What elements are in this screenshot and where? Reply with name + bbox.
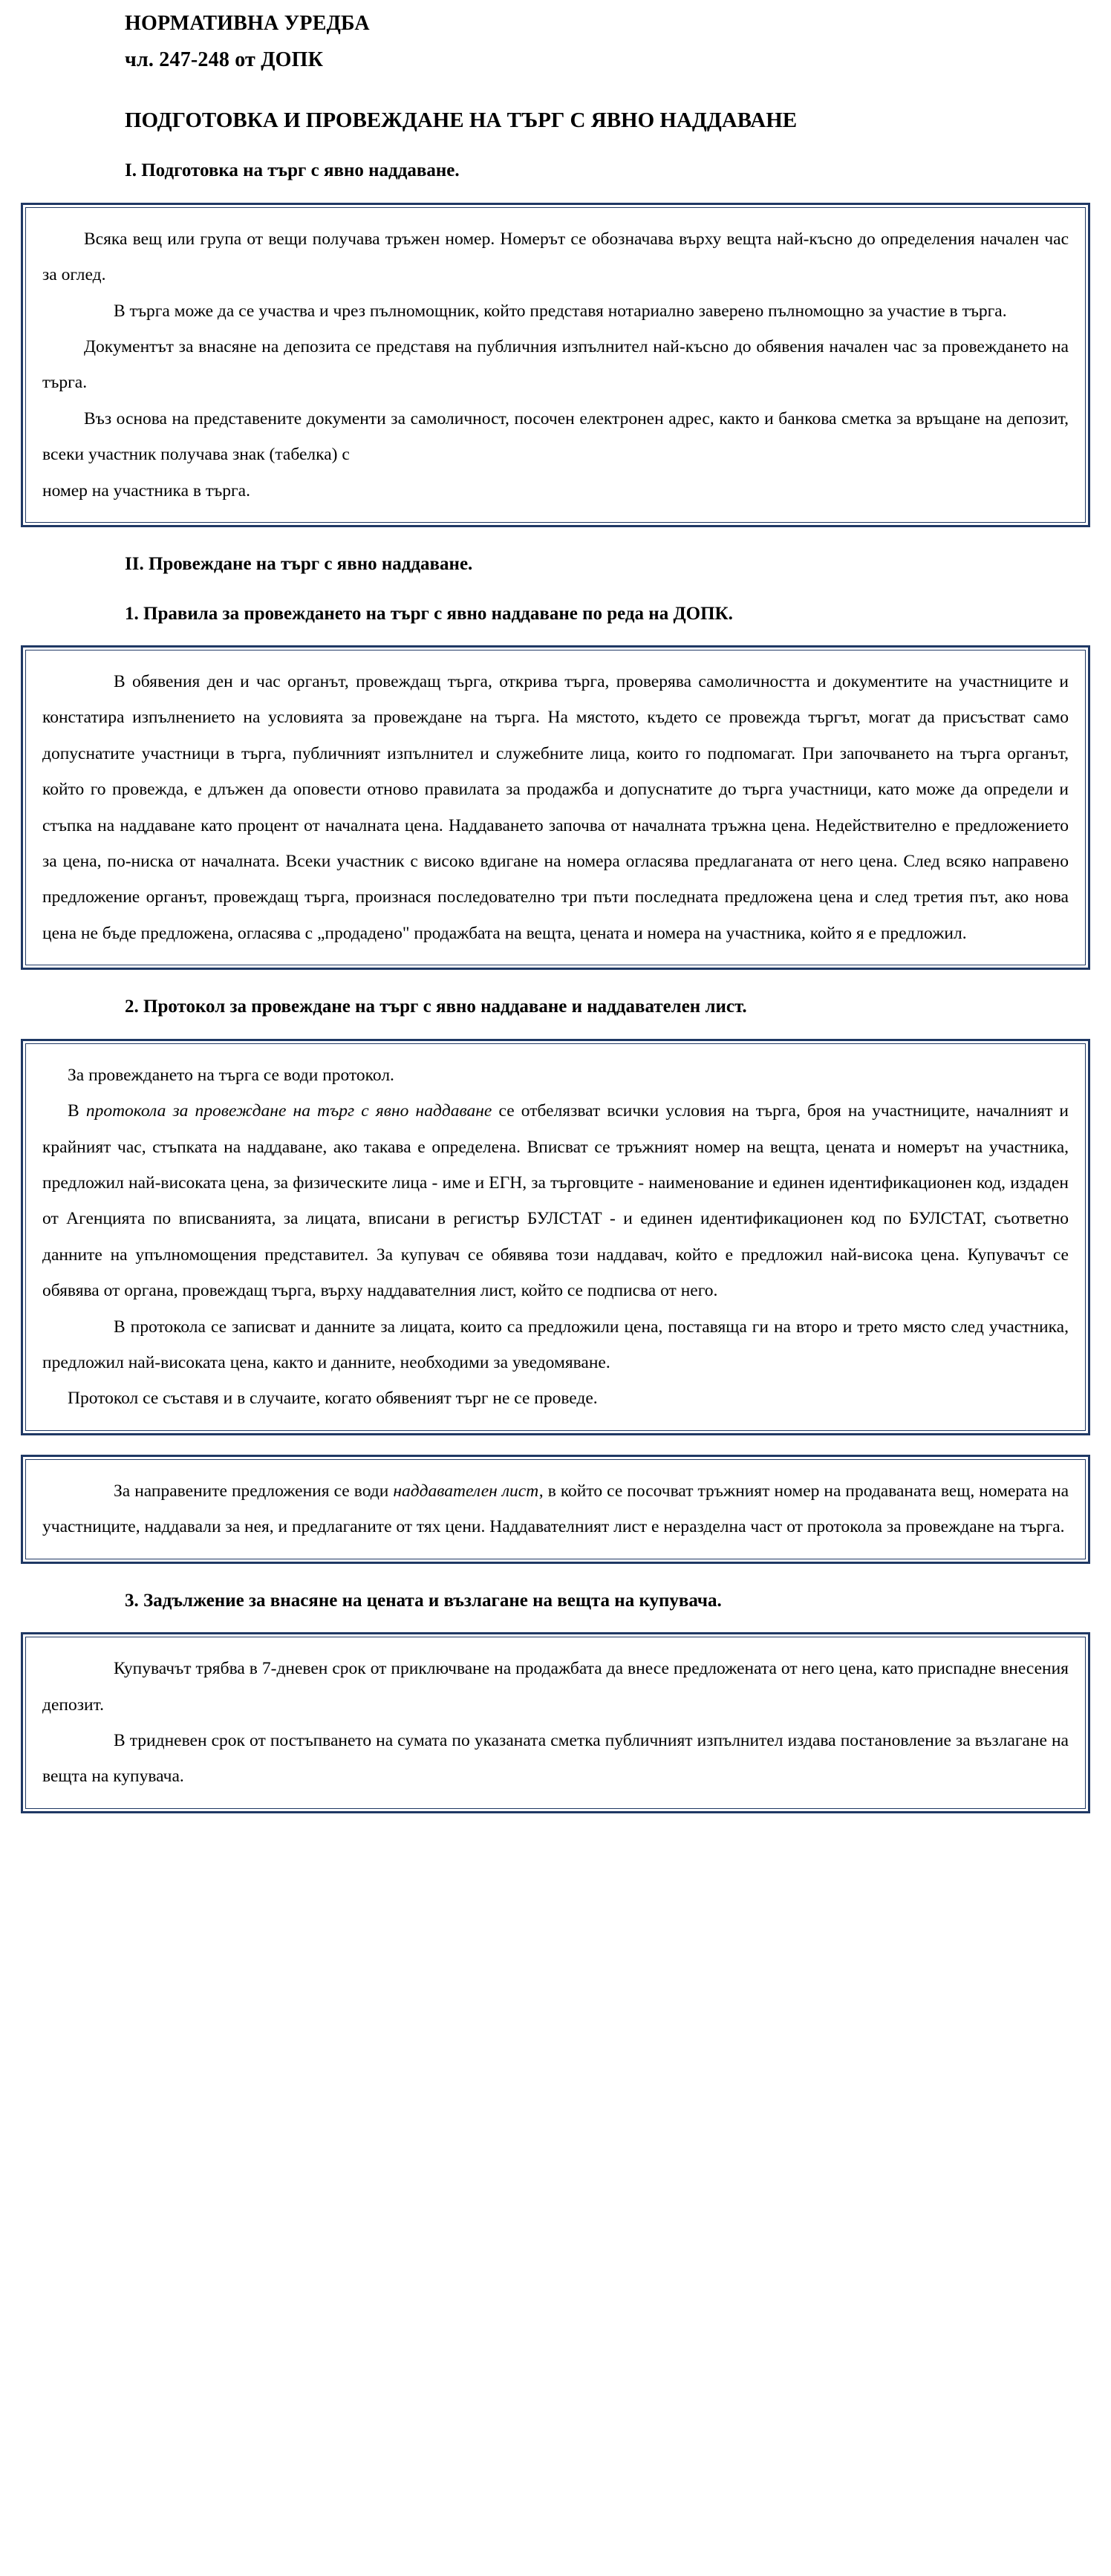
section-heading-2-sub-3: 3. Задължение за внасяне на цената и възлагане на вещта на купувача. — [125, 1590, 722, 1611]
document-header-normative-act: НОРМАТИВНА УРЕДБА — [125, 12, 370, 35]
content-box-3 — [21, 1039, 1090, 1435]
box-5-paragraph-1: Купувачът трябва в 7-дневен срок от приключване на продажбата да внесе предложената от него цена, като приспадне внесения депозит. — [42, 1659, 1069, 1715]
box-3-paragraph-4: Протокол се съставя и в случаите, когато обявеният търг не се проведе. — [68, 1389, 598, 1409]
section-heading-2: II. Провеждане на търг с явно наддаване. — [125, 554, 473, 574]
box-4-paragraph-1 — [42, 1473, 1069, 1545]
box-1-paragraph-5: номер на участника в търга. — [42, 480, 250, 500]
box-4-p1-rest: в който се посочват тръжният номер на продаваната вещ, номерата на участниците, наддавали за нея, и предлаганите от тях цени. Наддавателният лист е неразделна част от протокола за провеждане на търга. — [42, 1481, 1069, 1537]
box-3-paragraph-1: За провеждането на търга се води протокол. — [68, 1065, 394, 1085]
section-heading-1: I. Подготовка на търг с явно наддаване. — [125, 160, 460, 181]
content-box-2 — [21, 645, 1090, 970]
box-4-p1-lead: За направените предложения се води — [114, 1481, 394, 1501]
box-4-p1-emphasis: наддавателен лист, — [393, 1481, 544, 1501]
box-1-paragraph-4: Въз основа на представените документи за самоличност, посочен електронен адрес, както и банкова сметка за връщане на депозит, всеки участник получава знак (табелка) с — [42, 408, 1069, 465]
box-5-paragraph-2: В тридневен срок от постъпването на сумата по указаната сметка публичният изпълнител издава постановление за възлагане на вещта на купувача. — [42, 1730, 1069, 1787]
box-1-paragraph-1: Всяка вещ или група от вещи получава тръжен номер. Номерът се обозначава върху вещта най-късно до определения начален час за оглед. — [42, 229, 1069, 285]
content-box-1 — [21, 203, 1090, 527]
box-2-paragraph-1: В обявения ден и час органът, провеждащ търга, открива търга, проверява самоличността и документите на участниците и констатира изпълнението на условията за провеждане на търга. На мястото, където се провежда търгът, могат да присъстват само допуснатите участници в търга, публичният изпълнител и служебните лица, които го подпомагат. При започването на търга органът, който го провежда, е длъжен да оповести отново правилата за продажба и допуснатите до търга участници, като може да определи и стъпка на наддаване като процент от началната цена. Наддаването започва от началната тръжна цена. Недействително е предложението за цена, по-ниска от началната. Всеки участник с високо вдигане на номера огласява предлаганата от него цена. След всяко направено предложение органът, провеждащ търга, произнася последователно три пъти последната предложена цена и след третия път, ако нова цена не бъде предложена, огласява с „продадено" продажбата на вещта, цената и номера на участника, който я е предложил. — [42, 672, 1069, 943]
box-3-p2-emphasis: протокола за провеждане на търг с явно наддаване — [85, 1101, 492, 1121]
content-box-4 — [21, 1455, 1090, 1564]
box-3-p2-lead: В — [68, 1101, 86, 1121]
document-header-article-reference: чл. 247-248 от ДОПК — [125, 48, 324, 71]
box-3-paragraph-2 — [42, 1093, 1069, 1308]
box-3-p2-rest: се отбелязват всички условия на търга, броя на участниците, началният и крайният час, стъпката на наддаване, ако такава е определена. Вписват се тръжният номер на вещта, цената и номерът на участника, предложил най-високата цена, за физическите лица - име и ЕГН, за търговците - наименование и единен идентификационен код, издаден от Агенцията по вписванията, за лицата, вписани в регистър БУЛСТАТ - и единен идентификационен код по БУЛСТАТ, съответно данните на упълномощения представител. За купувач се обявява този наддавач, който е предложил най-висока цена. Купувачът се обявява от органа, провеждащ търга, върху наддавателния лист, който се подписва от него. — [42, 1101, 1069, 1301]
section-heading-2-sub-2: 2. Протокол за провеждане на търг с явно наддаване и наддавателен лист. — [125, 997, 747, 1017]
box-1-paragraph-3: Документът за внасяне на депозита се представя на публичния изпълнител най-късно до обявения начален час за провеждането на търга. — [42, 336, 1069, 393]
section-heading-2-sub-1: 1. Правила за провеждането на търг с явно наддаване по реда на ДОПК. — [125, 603, 733, 624]
box-3-paragraph-3: В протокола се записват и данните за лицата, които са предложили цена, поставяща ги на второ и трето място след участника, предложил най-високата цена, както и данните, необходими за уведомяване. — [42, 1317, 1069, 1372]
page-title: ПОДГОТОВКА И ПРОВЕЖДАНЕ НА ТЪРГ С ЯВНО НАДДАВАНЕ — [125, 108, 798, 132]
content-box-5 — [21, 1632, 1090, 1813]
box-1-paragraph-2: В търга може да се участва и чрез пълномощник, който представя нотариално заверено пълномощно за участие в търга. — [114, 301, 1007, 321]
